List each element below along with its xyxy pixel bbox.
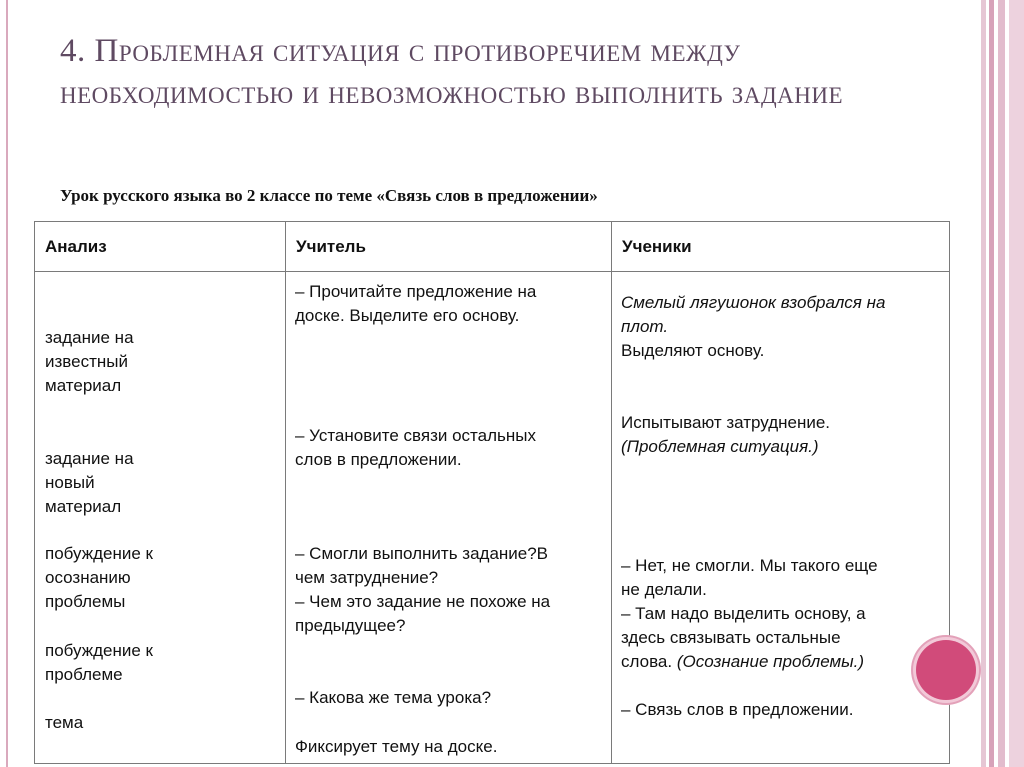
students-cell (612, 272, 950, 764)
teacher-cell (286, 272, 612, 764)
left-border-decoration (0, 0, 11, 767)
analysis-known-task: задание на известный материал (45, 328, 134, 395)
students-mark-basis: Выделяют основу. (621, 341, 765, 360)
teacher-establish-links: – Установите связи остальных слов в предложении. (295, 426, 536, 469)
table-header-row (35, 222, 950, 272)
analysis-prompt: побуждение к проблеме (45, 641, 153, 684)
analysis-awareness: побуждение к осознанию проблемы (45, 544, 153, 611)
students-problem-situation (621, 435, 819, 459)
slide-title: 4. Проблемная ситуация с противоречием между необходимостью и невозможностью выполнить задание (60, 33, 844, 111)
students-sentence-italic: Смелый лягушонок взобрался на плот. (621, 293, 886, 336)
students-awareness (621, 650, 864, 674)
students-answers: – Нет, не смогли. Мы такого еще не делали. – Там надо выделить основу, а здесь связывать остальные (621, 556, 878, 647)
slide-subtitle: Урок русского языка во 2 классе по теме «Связь слов в предложении» (60, 186, 598, 205)
teacher-fixes-topic: Фиксирует тему на доске. (295, 737, 498, 756)
problem-situation-italic: (Проблемная ситуация.) (621, 437, 819, 456)
students-topic-answer: – Связь слов в предложении. (621, 700, 854, 719)
table-row (35, 272, 950, 764)
decorative-circle (916, 640, 976, 700)
lesson-table (34, 221, 950, 764)
header-students: Ученики (612, 222, 950, 272)
awareness-italic: (Осознание проблемы.) (676, 652, 865, 671)
teacher-topic-question: – Какова же тема урока? (295, 688, 492, 707)
analysis-cell (35, 272, 286, 764)
analysis-new-task: задание на новый материал (45, 449, 134, 516)
right-stripe-decoration (978, 0, 1024, 767)
awareness-plain: слова. (621, 652, 677, 671)
teacher-questions: – Смогли выполнить задание?В чем затруднение? – Чем это задание не похоже на предыдущее? (295, 544, 551, 635)
header-teacher: Учитель (286, 222, 612, 272)
analysis-topic: тема (45, 713, 84, 732)
teacher-read-sentence: – Прочитайте предложение на доске. Выделите его основу. (295, 282, 537, 325)
students-sentence (621, 291, 885, 339)
students-difficulty: Испытывают затруднение. (621, 413, 831, 432)
header-analysis: Анализ (35, 222, 286, 272)
